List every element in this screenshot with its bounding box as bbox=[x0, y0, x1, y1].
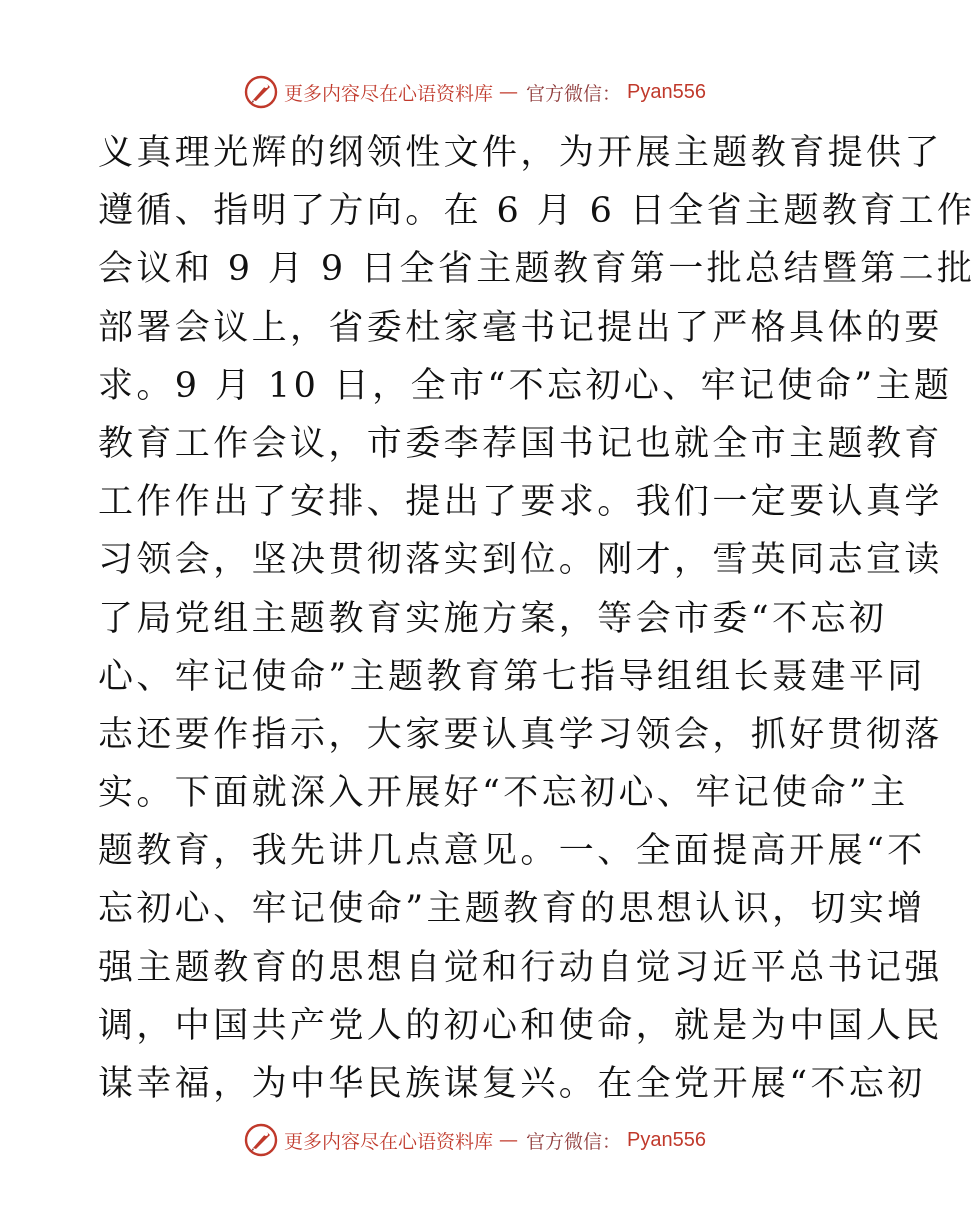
body-line: 工作作出了安排、提出了要求。我们一定要认真学 bbox=[98, 482, 943, 523]
page-header bbox=[0, 72, 950, 112]
body-line: 习领会，坚决贯彻落实到位。刚才，雪英同志宣读 bbox=[98, 540, 943, 581]
quill-logo-icon bbox=[244, 1123, 278, 1157]
body-line: 题教育，我先讲几点意见。一、全面提高开展“不 bbox=[98, 831, 926, 872]
footer-wechat-label: 官方微信： bbox=[526, 1130, 622, 1153]
body-line: 义真理光辉的纲领性文件，为开展主题教育提供了 bbox=[98, 133, 943, 173]
body-line: 实。下面就深入开展好“不忘初心、牢记使命”主 bbox=[98, 773, 909, 814]
footer-wechat-id: Pyan556 bbox=[627, 1128, 706, 1151]
header-wechat-label: 官方微信： bbox=[526, 82, 622, 105]
body-line: 遵循、指明了方向。在 6 月 6 日全省主题教育工作 bbox=[98, 191, 975, 232]
header-brand-text: 更多内容尽在心语资料库 bbox=[284, 82, 494, 105]
body-line: 部署会议上，省委杜家毫书记提出了严格具体的要 bbox=[98, 307, 943, 348]
body-line: 教育工作会议，市委李荐国书记也就全市主题教育 bbox=[98, 423, 943, 464]
body-line: 谋幸福，为中华民族谋复兴。在全党开展“不忘初 bbox=[98, 1064, 926, 1104]
body-line: 志还要作指示，大家要认真学习领会，抓好贯彻落 bbox=[98, 714, 943, 755]
body-line: 调，中国共产党人的初心和使命，就是为中国人民 bbox=[98, 1005, 943, 1046]
footer-watermark bbox=[244, 1123, 706, 1157]
footer-brand-text: 更多内容尽在心语资料库 bbox=[284, 1130, 494, 1153]
quill-logo-icon bbox=[244, 75, 278, 109]
document-body bbox=[98, 124, 975, 1113]
body-line: 心、牢记使命”主题教育第七指导组组长聂建平同 bbox=[98, 656, 926, 697]
body-line: 了局党组主题教育实施方案，等会市委“不忘初 bbox=[98, 598, 888, 639]
body-line: 忘初心、牢记使命”主题教育的思想认识，切实增 bbox=[98, 889, 926, 930]
header-dash: — bbox=[499, 81, 519, 103]
body-line: 会议和 9 月 9 日全省主题教育第一批总结暨第二批 bbox=[98, 249, 975, 290]
body-line: 强主题教育的思想自觉和行动自觉习近平总书记强 bbox=[98, 947, 943, 988]
body-line: 求。9 月 10 日，全市“不忘初心、牢记使命”主题 bbox=[98, 365, 953, 406]
page-footer bbox=[0, 1120, 950, 1160]
footer-dash: — bbox=[499, 1129, 519, 1151]
header-watermark bbox=[244, 75, 706, 109]
header-wechat-id: Pyan556 bbox=[627, 80, 706, 103]
